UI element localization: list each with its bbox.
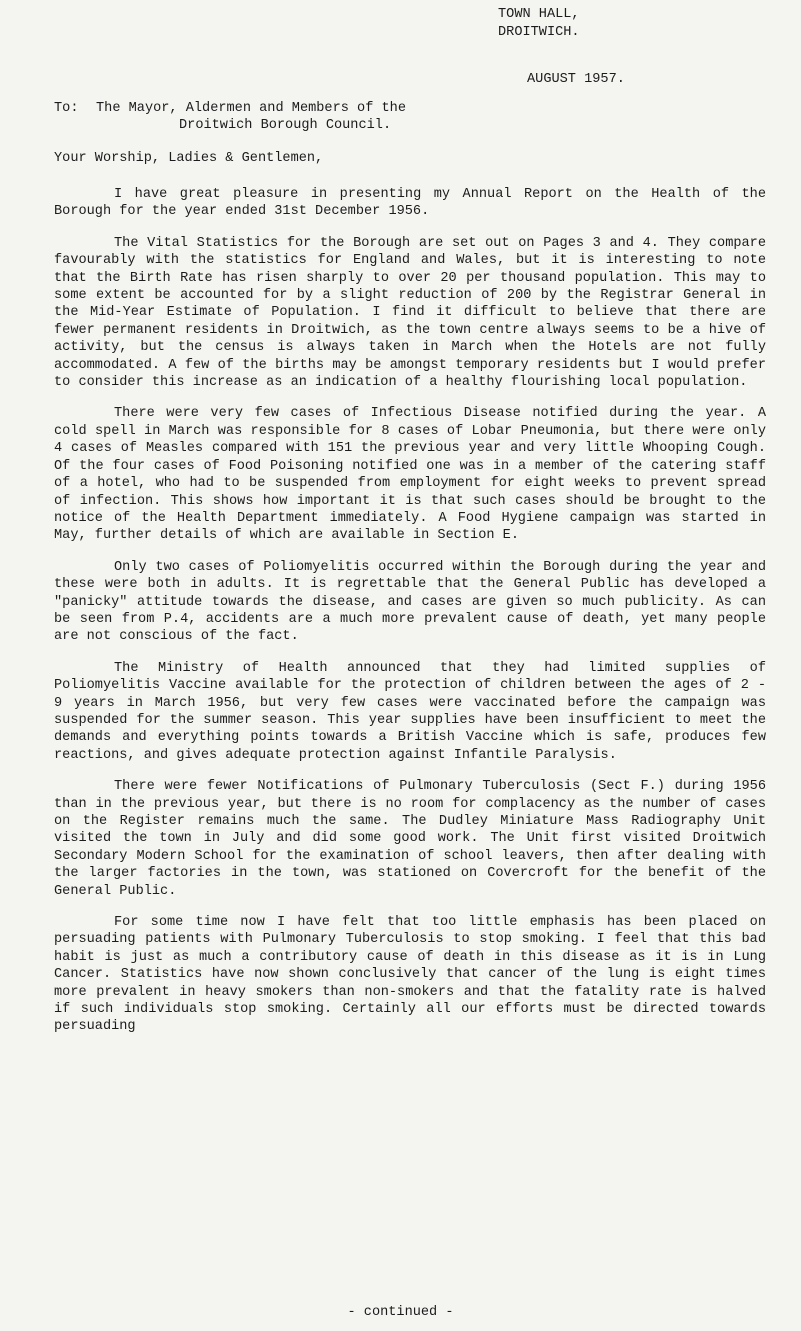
sender-address bbox=[498, 6, 580, 42]
recipient-line-1: The Mayor, Aldermen and Members of the bbox=[96, 101, 406, 116]
report-body bbox=[54, 186, 766, 1050]
paragraph-polio-vaccine: The Ministry of Health announced that they had limited supplies of Poliomyelitis Vaccine available for the protection of children between the ages of 2 - 9 years in March 1956, but very few cases were vaccinated before the campaign was suspended for the summer season. This year supplies have been insufficient to meet the demands and everything points towards a British Vaccine which is safe, produces few reactions, and gives adequate protection against Infantile Paralysis. bbox=[54, 660, 766, 763]
paragraph-vital-statistics: The Vital Statistics for the Borough are set out on Pages 3 and 4. They compare favourably with the statistics for England and Wales, but it is interesting to note that the Birth Rate has risen sharply to over 20 per thousand population. This may to some extent be accounted for by a slight reduction of 200 by the Registrar General in the Mid-Year Estimate of Population. I find it difficult to believe that there are fewer permanent residents in Droitwich, as the town centre always seems to be a hive of activity, but the census is always taken in March when the Hotels are not fully accommodated. A few of the births may be amongst temporary residents but I would prefer to consider this increase as an indication of a healthy flourishing local population. bbox=[54, 235, 766, 391]
salutation: Your Worship, Ladies & Gentlemen, bbox=[54, 151, 324, 166]
recipient-block bbox=[54, 100, 754, 135]
paragraph-infectious-disease: There were very few cases of Infectious Disease notified during the year. A cold spell in March was responsible for 8 cases of Lobar Pneumonia, but there were only 4 cases of Measles compared with 151 the previous year and very little Whooping Cough. Of the four cases of Food Poisoning notified one was in a member of the catering staff of a hotel, who had to be suspended from employment for eight weeks to prevent spread of infection. This shows how important it is that such cases should be brought to the notice of the Health Department immediately. A Food Hygiene campaign was started in May, further details of which are available in Section E. bbox=[54, 406, 766, 544]
recipient-label: To: bbox=[54, 101, 79, 116]
recipient-line-2: Droitwich Borough Council. bbox=[179, 118, 392, 134]
address-line-1: TOWN HALL, bbox=[498, 7, 580, 22]
paragraph-tuberculosis: There were fewer Notifications of Pulmonary Tuberculosis (Sect F.) during 1956 than in the previous year, but there is no room for complacency as the number of cases on the Register remains much the same. The Dudley Miniature Mass Radiography Unit visited the town in July and did some good work. The Unit first visited Droitwich Secondary Modern School for the examination of school leavers, then after dealing with the larger factories in the town, was stationed on Covercroft for the benefit of the General Public. bbox=[54, 779, 766, 899]
report-date: AUGUST 1957. bbox=[527, 72, 625, 87]
paragraph-intro: I have great pleasure in presenting my Annual Report on the Health of the Borough for the year ended 31st December 1956. bbox=[54, 187, 766, 220]
paragraph-smoking: For some time now I have felt that too little emphasis has been placed on persuading patients with Pulmonary Tuberculosis to stop smoking. I feel that this bad habit is just as much a contributory cause of death in this disease as it is in Lung Cancer. Statistics have now shown conclusively that cancer of the lung is eight times more prevalent in heavy smokers than non-smokers and that the fatality rate is halved if such individuals stop smoking. Certainly all our efforts must be directed towards persuading bbox=[54, 915, 766, 1035]
continued-footer: - continued - bbox=[347, 1305, 454, 1320]
address-line-2: DROITWICH. bbox=[498, 25, 580, 40]
paragraph-poliomyelitis: Only two cases of Poliomyelitis occurred within the Borough during the year and these were both in adults. It is regrettable that the General Public has developed a "panicky" attitude towards the disease, and cases are given so much publicity. As can be seen from P.4, accidents are a much more prevalent cause of death, yet many people are not conscious of the fact. bbox=[54, 559, 766, 645]
